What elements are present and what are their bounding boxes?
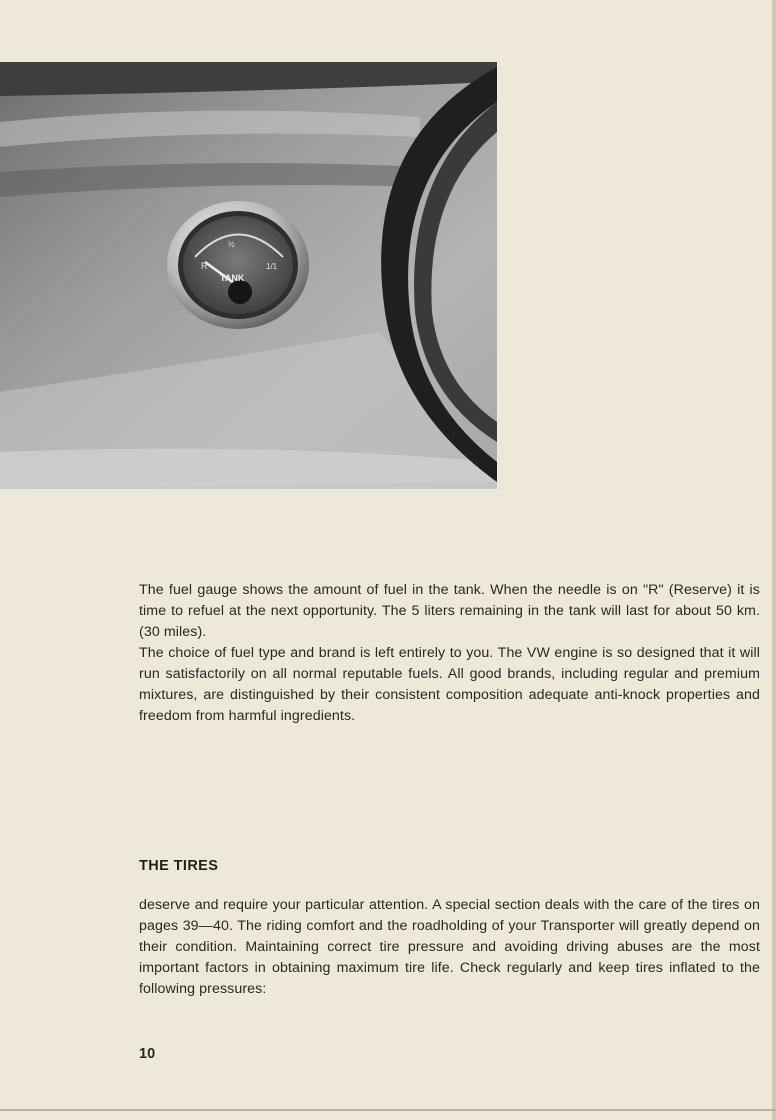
gauge-full-label: 1/1 — [266, 262, 278, 271]
gauge-reserve-label: R — [201, 261, 208, 271]
page-edge — [772, 0, 776, 1120]
fuel-gauge-photo — [0, 62, 497, 489]
bottom-rule — [0, 1109, 776, 1111]
tires-heading: THE TIRES — [139, 858, 219, 874]
fuel-choice-paragraph: The choice of fuel type and brand is left entirely to you. The VW engine is so designed that it will run satisfactorily on all normal reputable fuels. All good brands, including regular and premium mixtures, are distinguished by their consistent composition adequate anti-knock properties and freedom from harmful ingredients. — [139, 645, 760, 724]
gauge-half-label: ½ — [228, 240, 235, 249]
page-number: 10 — [139, 1046, 156, 1062]
tires-paragraph: deserve and require your particular attention. A special section deals with the care of the tires on pages 39—40. The riding comfort and the roadholding of your Transporter will greatly depend on their condition. Maintaining correct tire pressure and avoiding driving abuses are the most important factors in obtaining maximum tire life. Check regularly and keep tires inflated to the following pressures: — [139, 897, 760, 997]
gauge-tank-label: TANK — [220, 273, 245, 283]
fuel-gauge-paragraph: The fuel gauge shows the amount of fuel in the tank. When the needle is on "R" (Reserve) it is time to refuel at the next opportunity. The 5 liters remaining in the tank will last for about 50 km. (30 miles). — [139, 582, 760, 640]
